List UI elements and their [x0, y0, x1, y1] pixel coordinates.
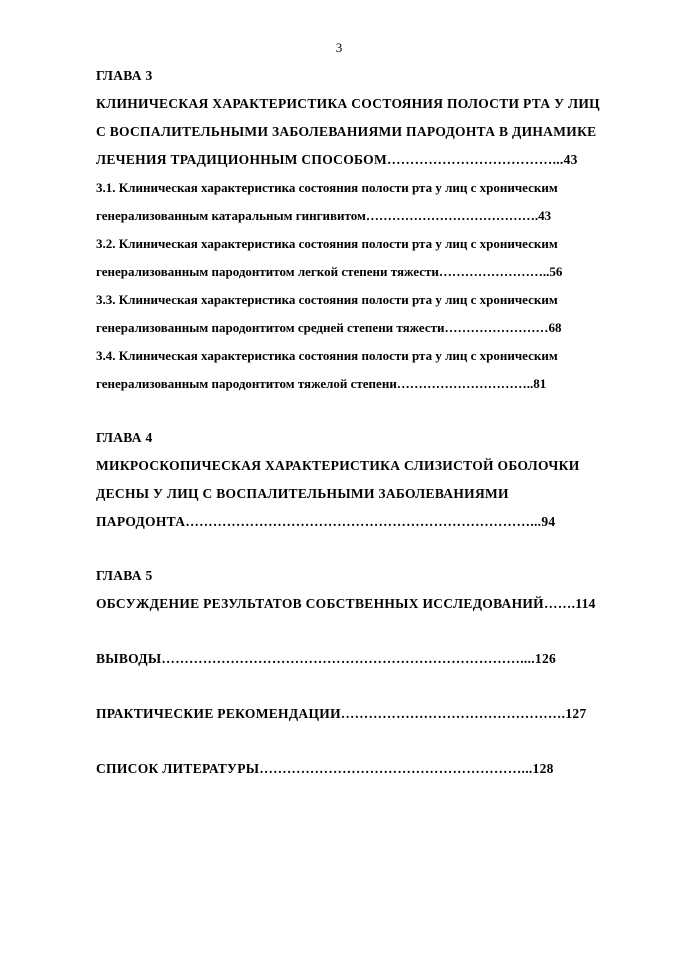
chapter-4-title-line-1: МИКРОСКОПИЧЕСКАЯ ХАРАКТЕРИСТИКА СЛИЗИСТОЙ ОБОЛОЧКИ	[96, 458, 580, 473]
recommendations-entry: ПРАКТИЧЕСКИЕ РЕКОМЕНДАЦИИ………………………………………….127	[96, 706, 587, 721]
spacer	[96, 618, 644, 645]
conclusions-entry: ВЫВОДЫ……………………………………………………………………....126	[96, 651, 557, 666]
chapter-4-title-line-2: ДЕСНЫ У ЛИЦ С ВОСПАЛИТЕЛЬНЫМИ ЗАБОЛЕВАНИЯМИ	[96, 486, 509, 501]
section-3-4-line-1: 3.4. Клиническая характеристика состояния полости рта у лиц с хроническим	[96, 348, 558, 363]
chapter-3-block	[96, 62, 644, 398]
chapter-5-title-line-1: ОБСУЖДЕНИЕ РЕЗУЛЬТАТОВ СОБСТВЕННЫХ ИССЛЕДОВАНИЙ…….114	[96, 596, 596, 611]
chapter-4-block	[96, 424, 644, 536]
section-3-1-line-1: 3.1. Клиническая характеристика состояния полости рта у лиц с хроническим	[96, 180, 558, 195]
chapter-3-heading: ГЛАВА 3	[96, 68, 153, 83]
section-3-2-line-1: 3.2. Клиническая характеристика состояния полости рта у лиц с хроническим	[96, 236, 558, 251]
spacer	[96, 536, 644, 562]
chapter-3-title-line-3: ЛЕЧЕНИЯ ТРАДИЦИОННЫМ СПОСОБОМ………………………………...43	[96, 152, 578, 167]
spacer	[96, 398, 644, 424]
section-3-3-line-1: 3.3. Клиническая характеристика состояния полости рта у лиц с хроническим	[96, 292, 558, 307]
chapter-4-heading: ГЛАВА 4	[96, 430, 153, 445]
table-of-contents	[96, 62, 644, 783]
section-3-1-line-2: генерализованным катаральным гингивитом………………………………….43	[96, 208, 552, 223]
chapter-4-title-line-3: ПАРОДОНТА…………………………………………………………………...94	[96, 514, 556, 529]
chapter-3-title-line-2: С ВОСПАЛИТЕЛЬНЫМИ ЗАБОЛЕВАНИЯМИ ПАРОДОНТА В ДИНАМИКЕ	[96, 124, 597, 139]
page-number: 3	[335, 40, 343, 55]
section-3-4-line-2: генерализованным пародонтитом тяжелой степени…………………………..81	[96, 376, 547, 391]
spacer	[96, 673, 644, 700]
chapter-3-title-line-1: КЛИНИЧЕСКАЯ ХАРАКТЕРИСТИКА СОСТОЯНИЯ ПОЛОСТИ РТА У ЛИЦ	[96, 96, 600, 111]
chapter-5-heading: ГЛАВА 5	[96, 568, 153, 583]
section-3-3-line-2: генерализованным пародонтитом средней степени тяжести……………………68	[96, 320, 562, 335]
chapter-5-block	[96, 562, 644, 618]
section-3-2-line-2: генерализованным пародонтитом легкой степени тяжести……………………..56	[96, 264, 563, 279]
spacer	[96, 728, 644, 755]
references-entry: СПИСОК ЛИТЕРАТУРЫ…………………………………………………...128	[96, 761, 554, 776]
